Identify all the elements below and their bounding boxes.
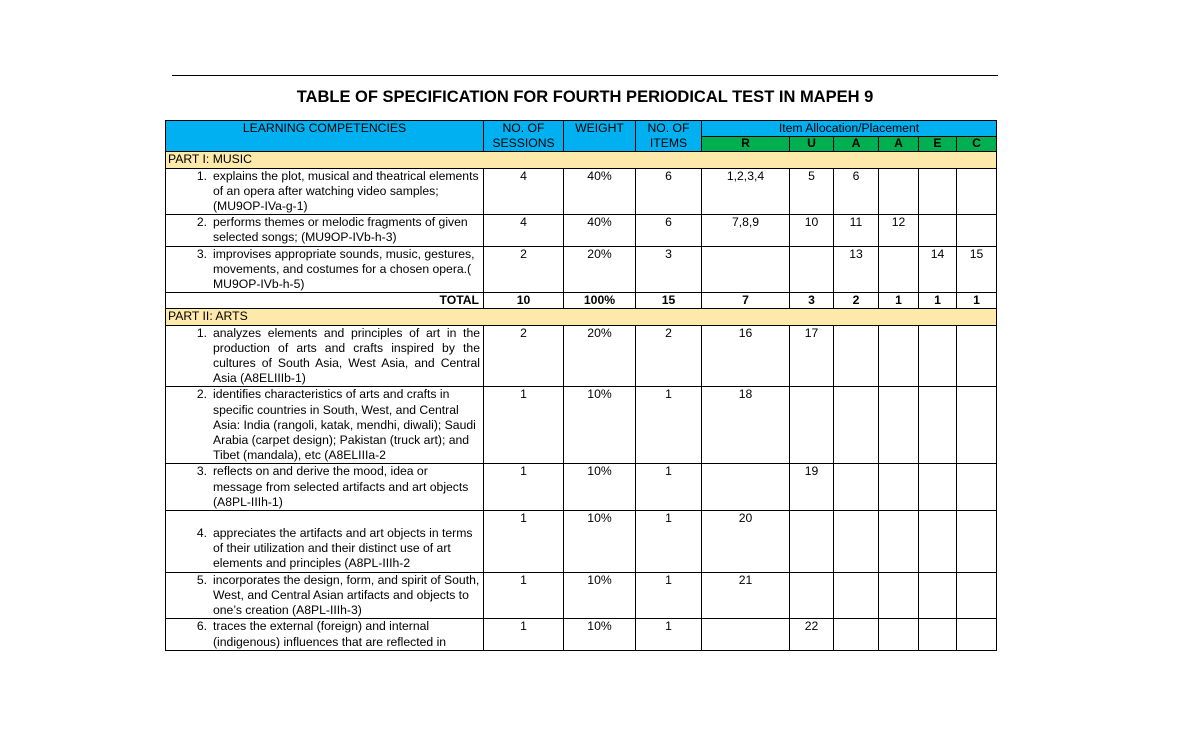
alloc-cell-c bbox=[957, 325, 997, 387]
competency-text: improvises appropriate sounds, music, gestures, movements, and costumes for a chosen opera.( MU9OP-IVb-h-5) bbox=[213, 246, 475, 292]
total-alloc-a1: 2 bbox=[834, 293, 879, 309]
header-sessions: NO. OF SESSIONS bbox=[484, 121, 564, 152]
competency-cell bbox=[166, 387, 484, 464]
alloc-cell-e bbox=[919, 215, 957, 246]
alloc-cell-e bbox=[919, 572, 957, 619]
alloc-cell-r: 20 bbox=[702, 511, 790, 573]
arts-competency-row bbox=[166, 511, 997, 573]
alloc-cell-e: 14 bbox=[919, 246, 957, 293]
sessions-cell: 1 bbox=[484, 387, 564, 464]
music-competency-row bbox=[166, 168, 997, 215]
competency-cell bbox=[166, 246, 484, 293]
sessions-cell: 1 bbox=[484, 464, 564, 511]
header-level-u: U bbox=[790, 137, 834, 152]
alloc-cell-c bbox=[957, 511, 997, 573]
header-level-e: E bbox=[919, 137, 957, 152]
competency-number: 3. bbox=[196, 464, 207, 479]
competency-cell bbox=[166, 215, 484, 246]
competency-text: analyzes elements and principles of art in the production of arts and crafts inspired by the cultures of South Asia, West Asia, and Central Asia (A8ELIIIb-1) bbox=[213, 325, 480, 386]
alloc-cell-u: 10 bbox=[790, 215, 834, 246]
part-music-label: PART I: MUSIC bbox=[166, 152, 997, 168]
total-alloc-r: 7 bbox=[702, 293, 790, 309]
header-allocation: Item Allocation/Placement bbox=[702, 121, 997, 137]
competency-text: reflects on and derive the mood, idea or message from selected artifacts and art objects (A8PL-IIIh-1) bbox=[213, 464, 469, 509]
alloc-cell-c bbox=[957, 619, 997, 650]
alloc-cell-e bbox=[919, 168, 957, 215]
alloc-cell-r bbox=[702, 464, 790, 511]
competency-text: explains the plot, musical and theatrical elements of an opera after watching video samples; (MU9OP-IVa-g-1) bbox=[213, 168, 479, 214]
alloc-cell-a1 bbox=[834, 511, 879, 573]
competency-text: identifies characteristics of arts and crafts in specific countries in South, West, and Central Asia: India (rangoli, katak, mendhi, diwali); Saudi Arabia (carpet design); Pakistan (truck art); and Tibet (mandala), etc (A8ELIIIa-2 bbox=[213, 387, 476, 463]
competency-number: 1. bbox=[196, 168, 207, 183]
music-rows bbox=[166, 168, 997, 293]
alloc-cell-a1 bbox=[834, 325, 879, 387]
competency-number: 1. bbox=[196, 325, 207, 340]
arts-competency-row bbox=[166, 619, 997, 650]
weight-cell: 10% bbox=[564, 387, 636, 464]
part-arts-label: PART II: ARTS bbox=[166, 309, 997, 325]
alloc-cell-u bbox=[790, 387, 834, 464]
sessions-cell: 4 bbox=[484, 215, 564, 246]
total-items: 15 bbox=[636, 293, 702, 309]
arts-competency-row bbox=[166, 387, 997, 464]
competency-cell bbox=[166, 572, 484, 619]
alloc-cell-c bbox=[957, 464, 997, 511]
music-competency-row bbox=[166, 246, 997, 293]
alloc-cell-a1: 13 bbox=[834, 246, 879, 293]
total-label: TOTAL bbox=[166, 293, 484, 309]
alloc-cell-c bbox=[957, 168, 997, 215]
competency-number: 2. bbox=[196, 215, 207, 230]
alloc-cell-a2 bbox=[879, 246, 919, 293]
competency-number: 2. bbox=[196, 387, 207, 402]
alloc-cell-e bbox=[919, 387, 957, 464]
items-cell: 2 bbox=[636, 325, 702, 387]
header-items: NO. OF ITEMS bbox=[636, 121, 702, 152]
alloc-cell-a2 bbox=[879, 619, 919, 650]
top-rule bbox=[172, 75, 998, 76]
alloc-cell-u: 5 bbox=[790, 168, 834, 215]
specification-table bbox=[165, 120, 997, 651]
alloc-cell-c bbox=[957, 387, 997, 464]
alloc-cell-u: 22 bbox=[790, 619, 834, 650]
alloc-cell-u bbox=[790, 246, 834, 293]
arts-rows bbox=[166, 325, 997, 650]
weight-cell: 40% bbox=[564, 168, 636, 215]
alloc-cell-a2 bbox=[879, 325, 919, 387]
sessions-cell: 2 bbox=[484, 246, 564, 293]
alloc-cell-c: 15 bbox=[957, 246, 997, 293]
header-competencies: LEARNING COMPETENCIES bbox=[166, 121, 484, 152]
alloc-cell-a2 bbox=[879, 511, 919, 573]
header-level-a2: A bbox=[879, 137, 919, 152]
sessions-cell: 1 bbox=[484, 572, 564, 619]
alloc-cell-a1 bbox=[834, 387, 879, 464]
items-cell: 1 bbox=[636, 572, 702, 619]
alloc-cell-r: 18 bbox=[702, 387, 790, 464]
alloc-cell-a1 bbox=[834, 619, 879, 650]
alloc-cell-a1 bbox=[834, 464, 879, 511]
competency-number: 3. bbox=[196, 246, 207, 261]
alloc-cell-a1: 6 bbox=[834, 168, 879, 215]
alloc-cell-c bbox=[957, 215, 997, 246]
alloc-cell-a1: 11 bbox=[834, 215, 879, 246]
competency-cell bbox=[166, 464, 484, 511]
competency-number: 4. bbox=[196, 526, 207, 541]
alloc-cell-c bbox=[957, 572, 997, 619]
arts-competency-row bbox=[166, 325, 997, 387]
items-cell: 6 bbox=[636, 215, 702, 246]
alloc-cell-r: 7,8,9 bbox=[702, 215, 790, 246]
alloc-cell-u bbox=[790, 511, 834, 573]
items-cell: 1 bbox=[636, 511, 702, 573]
competency-cell bbox=[166, 325, 484, 387]
alloc-cell-u: 19 bbox=[790, 464, 834, 511]
total-row bbox=[166, 293, 997, 309]
alloc-cell-r: 16 bbox=[702, 325, 790, 387]
weight-cell: 40% bbox=[564, 215, 636, 246]
header-level-a1: A bbox=[834, 137, 879, 152]
alloc-cell-a1 bbox=[834, 572, 879, 619]
weight-cell: 10% bbox=[564, 464, 636, 511]
weight-cell: 20% bbox=[564, 325, 636, 387]
alloc-cell-r bbox=[702, 246, 790, 293]
items-cell: 3 bbox=[636, 246, 702, 293]
competency-cell bbox=[166, 511, 484, 573]
alloc-cell-e bbox=[919, 464, 957, 511]
alloc-cell-r bbox=[702, 619, 790, 650]
alloc-cell-u: 17 bbox=[790, 325, 834, 387]
alloc-cell-a2 bbox=[879, 464, 919, 511]
competency-cell bbox=[166, 619, 484, 650]
competency-number: 5. bbox=[196, 572, 207, 587]
alloc-cell-a2 bbox=[879, 168, 919, 215]
weight-cell: 10% bbox=[564, 572, 636, 619]
total-weight: 100% bbox=[564, 293, 636, 309]
sessions-cell: 4 bbox=[484, 168, 564, 215]
header-weight: WEIGHT bbox=[564, 121, 636, 152]
alloc-cell-a2: 12 bbox=[879, 215, 919, 246]
items-cell: 6 bbox=[636, 168, 702, 215]
alloc-cell-e bbox=[919, 619, 957, 650]
competency-cell bbox=[166, 168, 484, 215]
competency-number: 6. bbox=[196, 619, 207, 634]
total-alloc-e: 1 bbox=[919, 293, 957, 309]
items-cell: 1 bbox=[636, 619, 702, 650]
weight-cell: 10% bbox=[564, 511, 636, 573]
header-level-c: C bbox=[957, 137, 997, 152]
sessions-cell: 1 bbox=[484, 511, 564, 573]
items-cell: 1 bbox=[636, 387, 702, 464]
sessions-cell: 1 bbox=[484, 619, 564, 650]
music-competency-row bbox=[166, 215, 997, 246]
alloc-cell-a2 bbox=[879, 387, 919, 464]
sessions-cell: 2 bbox=[484, 325, 564, 387]
competency-text: traces the external (foreign) and internal (indigenous) influences that are reflected in bbox=[213, 619, 447, 649]
alloc-cell-r: 1,2,3,4 bbox=[702, 168, 790, 215]
competency-text: appreciates the artifacts and art objects in terms of their utilization and their distinct use of art elements and principles (A8PL-IIIh-2 bbox=[213, 526, 473, 571]
total-sessions: 10 bbox=[484, 293, 564, 309]
alloc-cell-r: 21 bbox=[702, 572, 790, 619]
competency-text: performs themes or melodic fragments of given selected songs; (MU9OP-IVb-h-3) bbox=[213, 215, 468, 245]
competency-text: incorporates the design, form, and spirit of South, West, and Central Asian artifacts and objects to one’s creation (A8PL-IIIh-3) bbox=[213, 572, 480, 618]
total-alloc-u: 3 bbox=[790, 293, 834, 309]
alloc-cell-a2 bbox=[879, 572, 919, 619]
page-title: TABLE OF SPECIFICATION FOR FOURTH PERIODICAL TEST IN MAPEH 9 bbox=[296, 88, 874, 106]
alloc-cell-e bbox=[919, 511, 957, 573]
alloc-cell-u bbox=[790, 572, 834, 619]
arts-competency-row bbox=[166, 464, 997, 511]
header-level-r: R bbox=[702, 137, 790, 152]
weight-cell: 10% bbox=[564, 619, 636, 650]
arts-competency-row bbox=[166, 572, 997, 619]
items-cell: 1 bbox=[636, 464, 702, 511]
alloc-cell-e bbox=[919, 325, 957, 387]
total-alloc-a2: 1 bbox=[879, 293, 919, 309]
weight-cell: 20% bbox=[564, 246, 636, 293]
total-alloc-c: 1 bbox=[957, 293, 997, 309]
